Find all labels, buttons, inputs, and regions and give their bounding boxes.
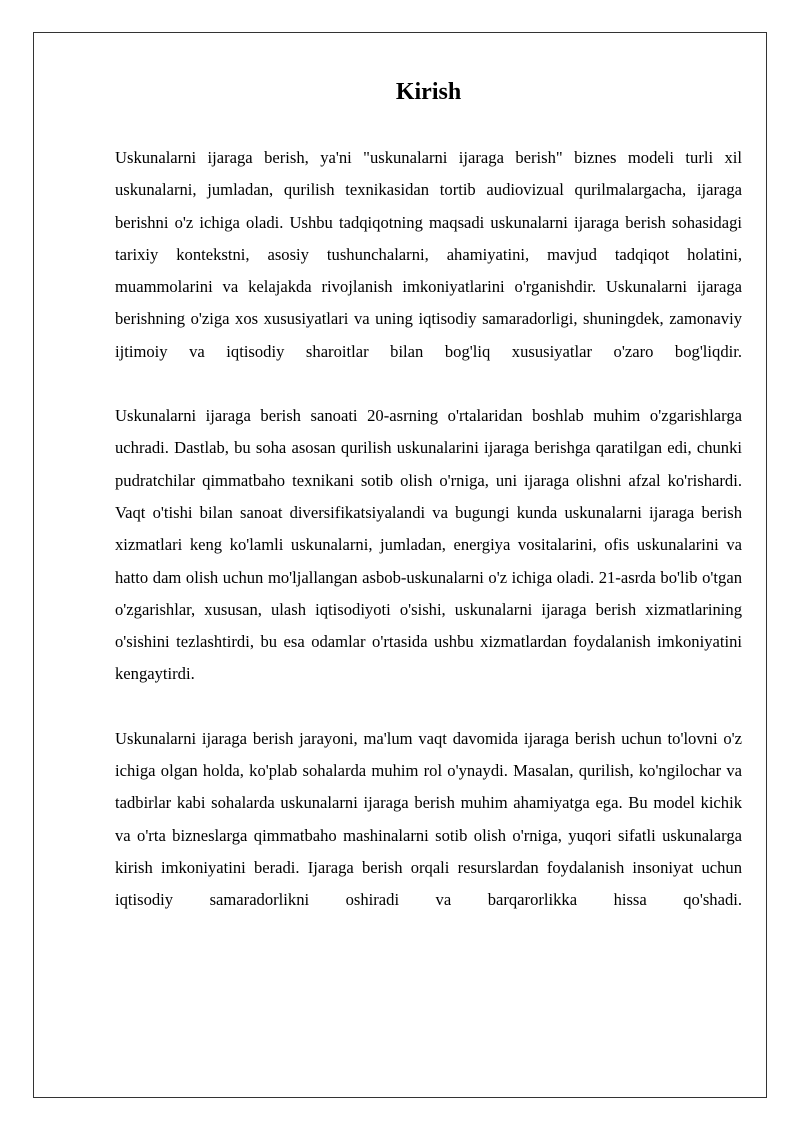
document-title: Kirish [395,79,462,105]
paragraph-1: Uskunalarni ijaraga berish, ya'ni "uskunalarni ijaraga berish" biznes modeli turli xil uskunalarni, jumladan, qurilish texnikasidan tortib audiovizual qurilmalargacha, ijaraga berishni o'z ichiga oladi. Ushbu tadqiqotning maqsadi uskunalarni ijaraga berish sohasidagi tarixiy kontekstni, asosiy tushunchalarni, ahamiyatini, mavjud tadqiqot holatini, muammolarini va kelajakda rivojlanish imkoniyatlarini o'rganishdir. Uskunalarni ijaraga berishning o'ziga xos xususiyatlari va uning iqtisodiy samaradorligi, shuningdek, zamonaviy ijtimoiy va iqtisodiy sharoitlar bilan bog'liq xususiyatlar o'zaro bog'liqdir. [115,148,742,361]
paragraph-3: Uskunalarni ijaraga berish jarayoni, ma'lum vaqt davomida ijaraga berish uchun to'lovni o'z ichiga olgan holda, ko'plab sohalarda muhim rol o'ynaydi. Masalan, qurilish, ko'ngilochar va tadbirlar kabi sohalarda uskunalarni ijaraga berish muhim ahamiyatga ega. Bu model kichik va o'rta bizneslarga qimmatbaho mashinalarni sotib olish o'rniga, yuqori sifatli uskunalarga kirish imkoniyatini beradi. Ijaraga berish orqali resurslardan foydalanish insoniyat uchun iqtisodiy samaradorlikni oshiradi va barqarorlikka hissa qo'shadi. [115,728,742,910]
document-body [115,72,742,949]
paragraph-2: Uskunalarni ijaraga berish sanoati 20-asrning o'rtalaridan boshlab muhim o'zgarishlarga uchradi. Dastlab, bu soha asosan qurilish uskunalarini ijaraga berishga qaratilgan edi, chunki pudratchilar qimmatbaho texnikani sotib olish o'rniga, uni ijaraga olishni afzal ko'rishardi. Vaqt o'tishi bilan sanoat diversifikatsiyalandi va bugungi kunda uskunalarni ijaraga berish xizmatlari keng ko'lamli uskunalarni, jumladan, energiya vositalarini, ofis uskunalarini va hatto dam olish uchun mo'ljallangan asbob-uskunalarni o'z ichiga oladi. 21-asrda bo'lib o'tgan o'zgarishlar, xususan, ulash iqtisodiyoti o'sishi, uskunalarni ijaraga berish xizmatlarining o'sishini tezlashtirdi, bu esa odamlar o'rtasida ushbu xizmatlardan foydalanish imkoniyatini kengaytirdi. [115,406,742,684]
